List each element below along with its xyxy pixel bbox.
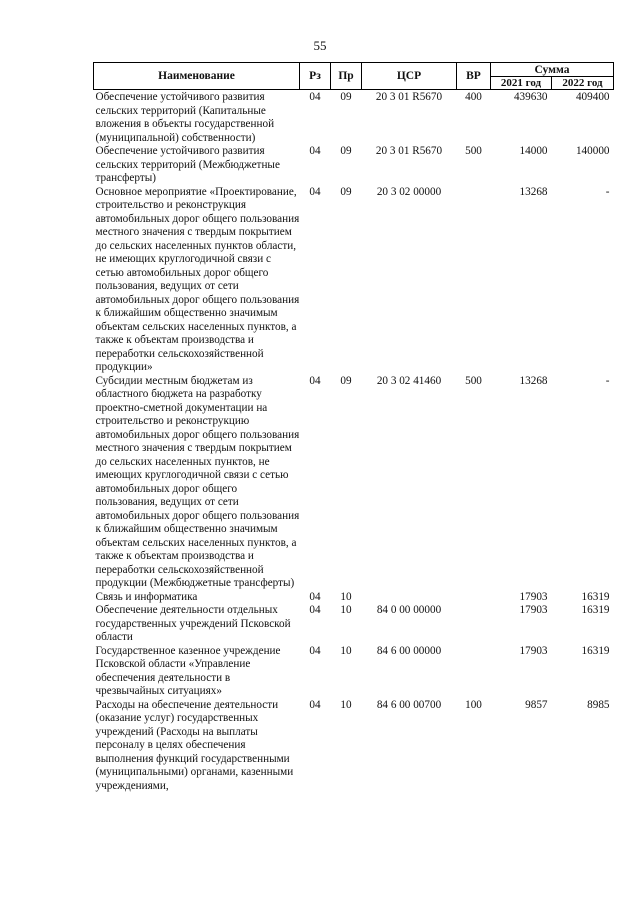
row-name: Государственное казенное учреждение Псковской области «Управление обеспечения деятельности в чрезвычайных ситуациях»	[95, 644, 281, 697]
row-2021: 13268	[519, 374, 548, 387]
row-pr: 09	[340, 145, 352, 157]
row-csr: 84 0 00 00000	[376, 604, 442, 616]
row-csr: 84 6 00 00700	[376, 698, 442, 711]
row-name: Обеспечение устойчивого развития сельских территорий (Межбюджетные трансферты)	[95, 145, 280, 184]
row-vr	[457, 591, 491, 605]
row-csr: 20 3 02 00000	[376, 185, 442, 198]
table-row	[94, 645, 614, 699]
row-vr	[457, 186, 491, 375]
row-name: Субсидии местным бюджетам из областного бюджета на разработку проектно-сметной документации на строительство и реконструкцию автомобильных дорог общего пользования местного значения с твердым покрытием до сельских населенных пунктов, не имеющих круглогодичной связи с сетью автомобильных дорог общего пользования, ведущих от сети автомобильных дорог общего пользования к ближайшим общественно значимым объектам сельских населенных пунктов, а также к объектам производства и переработки сельскохозяйственной продукции (Межбюджетные трансферты)	[95, 374, 300, 589]
row-2021: 439630	[513, 91, 548, 103]
row-csr	[362, 591, 457, 605]
row-csr: 84 6 00 00000	[376, 644, 442, 657]
row-vr: 400	[465, 91, 482, 103]
row-pr: 09	[340, 374, 352, 387]
row-2022: 409400	[575, 91, 610, 103]
row-2022: 16319	[581, 604, 610, 616]
row-rz: 04	[309, 374, 321, 387]
row-rz: 04	[309, 145, 321, 157]
row-2021: 14000	[519, 145, 548, 157]
table-row	[94, 591, 614, 605]
row-pr: 10	[340, 590, 352, 603]
row-pr: 09	[340, 91, 352, 103]
row-2022: -	[605, 374, 610, 387]
row-2022: 140000	[575, 145, 610, 157]
table-row	[94, 186, 614, 375]
row-name: Обеспечение деятельности отдельных государственных учреждений Псковской области	[95, 604, 291, 643]
row-csr: 20 3 01 R5670	[375, 145, 443, 157]
row-vr	[457, 645, 491, 699]
row-vr: 500	[465, 374, 482, 387]
row-2021: 9857	[525, 698, 548, 711]
row-name: Основное мероприятие «Проектирование, строительство и реконструкция автомобильных дорог общего пользования местного значения с твердым покрытием до сельских населенных пунктов области, не имеющих круглогодичной связи с сетью автомобильных дорог общего пользования, ведущих от сети автомобильных дорог общего пользования к ближайшим общественно значимым объектам сельских населенных пунктов, а также к объектам производства и переработки сельскохозяйственной продукции»	[95, 185, 300, 373]
row-csr: 20 3 01 R5670	[375, 91, 443, 103]
row-csr: 20 3 02 41460	[376, 374, 442, 387]
table-row	[94, 699, 614, 794]
row-rz: 04	[309, 604, 321, 616]
table-row	[94, 145, 614, 186]
header-vr: ВР	[457, 63, 491, 90]
table-row	[94, 375, 614, 591]
header-sum: Сумма	[491, 63, 614, 77]
row-rz: 04	[309, 698, 321, 711]
row-2021: 17903	[519, 590, 548, 603]
header-2021: 2021 год	[491, 77, 552, 90]
header-name: Наименование	[94, 63, 300, 90]
row-name: Расходы на обеспечение деятельности (оказание услуг) государственных учреждений (Расходы на выплаты персоналу в целях обеспечения выполнения функций государственными (муниципальными) органами, казенными учреждениями,	[95, 698, 294, 792]
row-pr: 10	[340, 604, 352, 616]
row-name: Обеспечение устойчивого развития сельских территорий (Капитальные вложения в объекты государственной (муниципальной) собственности)	[95, 91, 275, 144]
row-pr: 10	[340, 698, 352, 711]
row-name: Связь и информатика	[95, 590, 198, 603]
row-pr: 10	[340, 644, 352, 657]
header-rz: Рз	[300, 63, 331, 90]
row-2022: 16319	[581, 590, 610, 603]
header-pr: Пр	[331, 63, 362, 90]
header-csr: ЦСР	[362, 63, 457, 90]
row-pr: 09	[340, 185, 352, 198]
row-2021: 13268	[519, 185, 548, 198]
budget-table	[93, 62, 614, 793]
row-2021: 17903	[519, 644, 548, 657]
row-rz: 04	[309, 185, 321, 198]
row-2022: 16319	[581, 644, 610, 657]
row-vr: 500	[465, 145, 482, 157]
row-2021: 17903	[519, 604, 548, 616]
row-vr: 100	[465, 698, 482, 711]
row-vr	[457, 604, 491, 645]
row-rz: 04	[309, 590, 321, 603]
header-2022: 2022 год	[552, 77, 614, 90]
row-2022: 8985	[587, 698, 610, 711]
page-number: 55	[313, 38, 327, 53]
table-row	[94, 90, 614, 146]
row-2022: -	[605, 185, 610, 198]
row-rz: 04	[309, 91, 321, 103]
table-row	[94, 604, 614, 645]
row-rz: 04	[309, 644, 321, 657]
